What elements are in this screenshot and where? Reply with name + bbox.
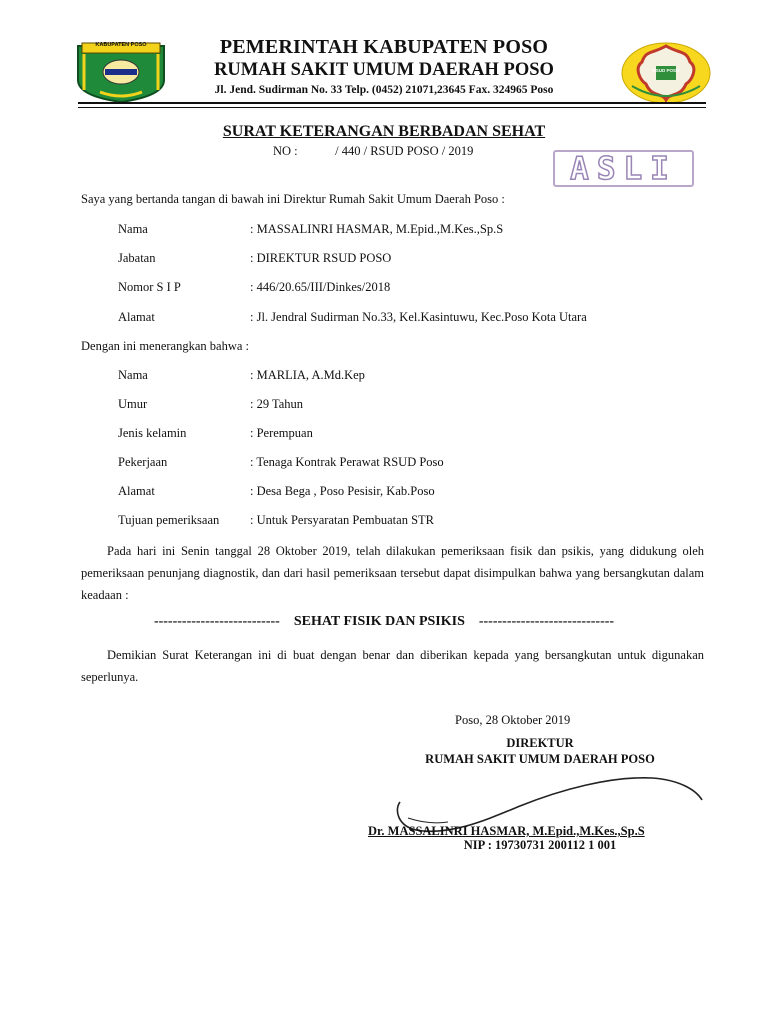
field-value: : MARLIA, A.Md.Kep bbox=[250, 368, 365, 382]
examination-result: --------------------------- SEHAT FISIK DAN PSIKIS ----------------------------- bbox=[153, 614, 615, 629]
header-government: PEMERINTAH KABUPATEN POSO bbox=[219, 36, 549, 58]
examination-paragraph: Pada hari ini Senin tanggal 28 Oktober 2019, telah dilakukan pemeriksaan fisik dan psikis, yang didukung oleh pemeriksaan penunjang diagnostik, dan dari hasil pemeriksaan tersebut dapat disimpulkan bahwa yang bersangkutan dalam keadaan : bbox=[81, 544, 704, 602]
field-label: Jabatan bbox=[118, 251, 156, 265]
subject-row bbox=[0, 455, 768, 471]
left-logo-text: KABUPATEN POSO bbox=[95, 42, 147, 48]
field-label: Alamat bbox=[118, 484, 155, 498]
field-label: Umur bbox=[118, 397, 148, 411]
subject-row bbox=[0, 368, 768, 384]
signer-row bbox=[0, 222, 768, 238]
stamp-text: ASLI bbox=[570, 151, 677, 187]
field-value: : 29 Tahun bbox=[250, 397, 304, 411]
header-hospital: RUMAH SAKIT UMUM DAERAH POSO bbox=[214, 60, 554, 80]
subject-row bbox=[0, 484, 768, 500]
signer-row bbox=[0, 251, 768, 267]
place-date: Poso, 28 Oktober 2019 bbox=[455, 713, 571, 727]
field-value: : Untuk Persyaratan Pembuatan STR bbox=[250, 513, 434, 527]
right-logo-text: RSUD POSO bbox=[652, 68, 680, 73]
field-label: Nomor S I P bbox=[118, 280, 181, 294]
signer-nip: NIP : 19730731 200112 1 001 bbox=[463, 838, 617, 852]
field-value: : 446/20.65/III/Dinkes/2018 bbox=[250, 280, 391, 294]
signer-row bbox=[0, 280, 768, 296]
field-label: Tujuan pemeriksaan bbox=[118, 513, 220, 527]
signer-row bbox=[0, 310, 768, 326]
subject-row bbox=[0, 426, 768, 442]
subject-row bbox=[0, 513, 768, 529]
original-stamp bbox=[553, 150, 694, 187]
intro2-text: Dengan ini menerangkan bahwa : bbox=[81, 339, 249, 353]
field-value: : MASSALINRI HASMAR, M.Epid.,M.Kes.,Sp.S bbox=[250, 222, 504, 236]
letterhead-divider-thin bbox=[78, 107, 706, 108]
field-label: Jenis kelamin bbox=[118, 426, 187, 440]
field-value: : Desa Bega , Poso Pesisir, Kab.Poso bbox=[250, 484, 435, 498]
field-value: : Tenaga Kontrak Perawat RSUD Poso bbox=[250, 455, 444, 469]
field-value: : Perempuan bbox=[250, 426, 313, 440]
document-title-text: SURAT KETERANGAN BERBADAN SEHAT bbox=[222, 123, 546, 140]
header-address: Jl. Jend. Sudirman No. 33 Telp. (0452) 21071,23645 Fax. 324965 Poso bbox=[214, 84, 554, 96]
letterhead-divider bbox=[78, 102, 706, 104]
intro-text: Saya yang bertanda tangan di bawah ini Direktur Rumah Sakit Umum Daerah Poso : bbox=[81, 192, 505, 206]
field-label: Nama bbox=[118, 222, 148, 236]
document-title bbox=[0, 123, 768, 141]
document-number: NO : / 440 / RSUD POSO / 2019 bbox=[273, 144, 474, 158]
subject-row bbox=[0, 397, 768, 413]
field-label: Alamat bbox=[118, 310, 155, 324]
field-label: Pekerjaan bbox=[118, 455, 168, 469]
field-value: : Jl. Jendral Sudirman No.33, Kel.Kasintuwu, Kec.Poso Kota Utara bbox=[250, 310, 587, 324]
signer-name: Dr. MASSALINRI HASMAR, M.Epid.,M.Kes.,Sp.S bbox=[368, 824, 645, 838]
signer-position: DIREKTUR bbox=[506, 736, 574, 750]
field-label: Nama bbox=[118, 368, 148, 382]
signer-institution: RUMAH SAKIT UMUM DAERAH POSO bbox=[425, 752, 655, 766]
closing-paragraph: Demikian Surat Keterangan ini di buat dengan benar dan diberikan kepada yang bersangkutan untuk digunakan seperlunya. bbox=[81, 648, 704, 684]
field-value: : DIREKTUR RSUD POSO bbox=[250, 251, 392, 265]
